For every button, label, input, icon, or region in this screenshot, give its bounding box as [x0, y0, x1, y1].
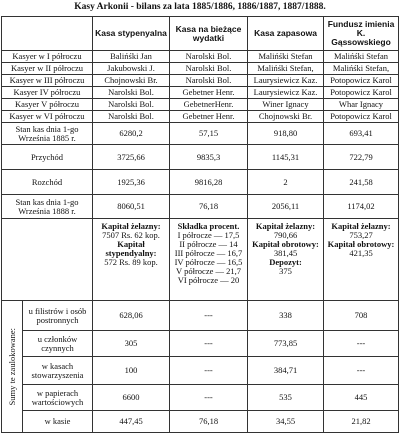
table-cell: 773,85: [248, 331, 324, 357]
kapital-value: 753,27: [349, 229, 373, 240]
kapital-label: Depozyt:: [269, 256, 302, 267]
sumy-label-cell: [2, 301, 23, 433]
table-cell: 628,06: [93, 301, 170, 331]
header-empty-cell: [2, 17, 93, 51]
row-label: Kasyer V półroczu: [2, 99, 93, 111]
table-cell: Malińśki Stefan,: [248, 63, 324, 75]
table-cell: Potopowicz Karol: [324, 111, 399, 123]
table-cell: 918,80: [248, 123, 324, 145]
sumy-label: Sumy te zaulokowane:: [6, 327, 17, 406]
table-cell: 34,55: [248, 411, 324, 433]
table-cell: 3725,66: [93, 145, 170, 170]
table-cell: Whar Ignacy: [324, 99, 399, 111]
row-label: u filistrów i osób postronnych: [23, 301, 93, 331]
table-row: [2, 51, 399, 63]
table-cell: 9835,3: [170, 145, 248, 170]
header-fundusz: Fundusz imienia K. Gąssowskiego: [324, 17, 399, 51]
table-cell: 2: [248, 170, 324, 195]
table-row: [2, 99, 399, 111]
row-label: Kasyer w III półroczu: [2, 75, 93, 87]
kapital-value: 790,66: [273, 229, 298, 240]
kapital-label: Kapitał obrotowy:: [252, 238, 319, 249]
table-row: [2, 357, 399, 385]
kapital-value: 375: [279, 265, 292, 276]
table-cell: Potopowicz Karol: [324, 75, 399, 87]
skladka-line: VI półrocze — 20: [177, 274, 240, 285]
kapital-label: Kapitał żelazny:: [101, 221, 161, 231]
table-cell: Malińśki Stefan,: [324, 63, 399, 75]
row-label: Przychód: [2, 145, 93, 170]
table-cell: 6600: [93, 385, 170, 411]
table-cell: 305: [93, 331, 170, 357]
table-row: [2, 385, 399, 411]
table-row: [2, 87, 399, 99]
table-cell: Malińśki Stefan: [248, 51, 324, 63]
row-label: Stan kas dnia 1-go Września 1888 r.: [2, 195, 93, 219]
table-cell: Gebetner Henr.: [170, 111, 248, 123]
table-row: [2, 145, 399, 170]
kapital-zapasowa-cell: [248, 219, 324, 301]
table-cell: Jakubowski J.: [93, 63, 170, 75]
table-cell: ---: [324, 331, 399, 357]
row-label: w papierach wartościowych: [23, 385, 93, 411]
row-label: Kasyer w II półroczu: [2, 63, 93, 75]
table-row: [2, 195, 399, 219]
table-cell: Gebetner Henr.: [170, 87, 248, 99]
kapital-value: 7507 Rs. 62 kop.: [102, 229, 160, 240]
table-cell: ---: [170, 301, 248, 331]
table-cell: Chojnowski Br.: [248, 111, 324, 123]
table-row: [2, 75, 399, 87]
table-row: [2, 63, 399, 75]
kapital-label: Kapitał obrotowy:: [327, 238, 395, 249]
row-label: Kasyer IV półroczu: [2, 87, 93, 99]
table-cell: ---: [170, 385, 248, 411]
kapital-row: [2, 219, 399, 301]
kapital-value: 572 Rs. 89 kop.: [104, 256, 158, 267]
table-cell: 447,45: [93, 411, 170, 433]
row-label: Rozchód: [2, 170, 93, 195]
table-cell: Narolski Bol.: [93, 99, 170, 111]
table-cell: 693,41: [324, 123, 399, 145]
kapital-label: Kapitał żelazny:: [255, 221, 316, 231]
table-cell: GebetnerHenr.: [170, 99, 248, 111]
table-cell: 535: [248, 385, 324, 411]
table-row: [2, 111, 399, 123]
table-cell: 708: [324, 301, 399, 331]
table-cell: Narolski Bol.: [170, 63, 248, 75]
kapital-label: Kapitał żelazny:: [331, 221, 391, 231]
row-label: Stan kas dnia 1-go Września 1885 r.: [2, 123, 93, 145]
row-label: Kasyer w I półroczu: [2, 51, 93, 63]
row-label: u członków czynnych: [23, 331, 93, 357]
balance-table: [1, 16, 399, 433]
table-row: [2, 411, 399, 433]
skladka-line: I półrocze — 17,5: [177, 229, 240, 240]
table-cell: 722,79: [324, 145, 399, 170]
table-cell: 1925,36: [93, 170, 170, 195]
table-cell: Narolski Bol.: [93, 87, 170, 99]
kapital-stypenyalna-cell: [93, 219, 170, 301]
table-cell: 2056,11: [248, 195, 324, 219]
table-row: [2, 123, 399, 145]
kapital-fundusz-cell: [324, 219, 399, 301]
table-cell: Narolski Bol.: [170, 75, 248, 87]
kapital-empty-cell: [2, 219, 93, 301]
table-cell: Laurysiewicz Kaz.: [248, 87, 324, 99]
kapital-value: 381,45: [273, 247, 298, 258]
table-cell: Narolski Bol.: [93, 111, 170, 123]
row-label: Kasyer w VI półroczu: [2, 111, 93, 123]
table-cell: 6280,2: [93, 123, 170, 145]
table-cell: Winer Ignacy: [248, 99, 324, 111]
skladka-line: III półrocze — 16,7: [174, 247, 243, 258]
table-cell: ---: [170, 331, 248, 357]
table-cell: Balińśki Jan: [93, 51, 170, 63]
skladka-line: II półrocze — 14: [179, 238, 238, 249]
table-row: [2, 331, 399, 357]
table-cell: 241,58: [324, 170, 399, 195]
table-cell: 445: [324, 385, 399, 411]
table-cell: 76,18: [170, 195, 248, 219]
table-row: [2, 301, 399, 331]
skladka-line: IV półrocze — 16,5: [174, 256, 243, 267]
table-cell: 76,18: [170, 411, 248, 433]
table-cell: 100: [93, 357, 170, 385]
table-cell: 9816,28: [170, 170, 248, 195]
table-cell: 21,82: [324, 411, 399, 433]
row-label: w kasie: [23, 411, 93, 433]
header-kasa-zapasowa: Kasa zapasowa: [248, 17, 324, 51]
header-row: [2, 17, 399, 51]
skladka-label: Składka procent.: [177, 221, 240, 231]
row-label: w kasach stowarzyszenia: [23, 357, 93, 385]
table-cell: Laurysiewicz Kaz.: [248, 75, 324, 87]
kapital-value: 421,35: [349, 247, 373, 258]
table-cell: 8060,51: [93, 195, 170, 219]
table-cell: 57,15: [170, 123, 248, 145]
table-cell: Potopowicz Karol: [324, 87, 399, 99]
table-cell: 338: [248, 301, 324, 331]
table-cell: Malińśki Stefan: [324, 51, 399, 63]
kapital-label: Kapitał stypendyalny:: [105, 238, 157, 258]
table-row: [2, 170, 399, 195]
table-cell: Narolski Bol.: [170, 51, 248, 63]
table-cell: ---: [324, 357, 399, 385]
skladka-cell: [170, 219, 248, 301]
table-cell: ---: [170, 357, 248, 385]
skladka-line: V półrocze — 21,7: [176, 265, 241, 276]
table-cell: 1174,02: [324, 195, 399, 219]
table-cell: 384,71: [248, 357, 324, 385]
page-title: Kasy Arkonii - bilans za lata 1885/1886, 1886/1887, 1887/1888.: [74, 2, 326, 12]
table-cell: Chojnowski Br.: [93, 75, 170, 87]
header-kasa-biezace: Kasa na bieżące wydatki: [170, 17, 248, 51]
table-cell: 1145,31: [248, 145, 324, 170]
header-kasa-stypenyalna: Kasa stypenyalna: [93, 17, 170, 51]
